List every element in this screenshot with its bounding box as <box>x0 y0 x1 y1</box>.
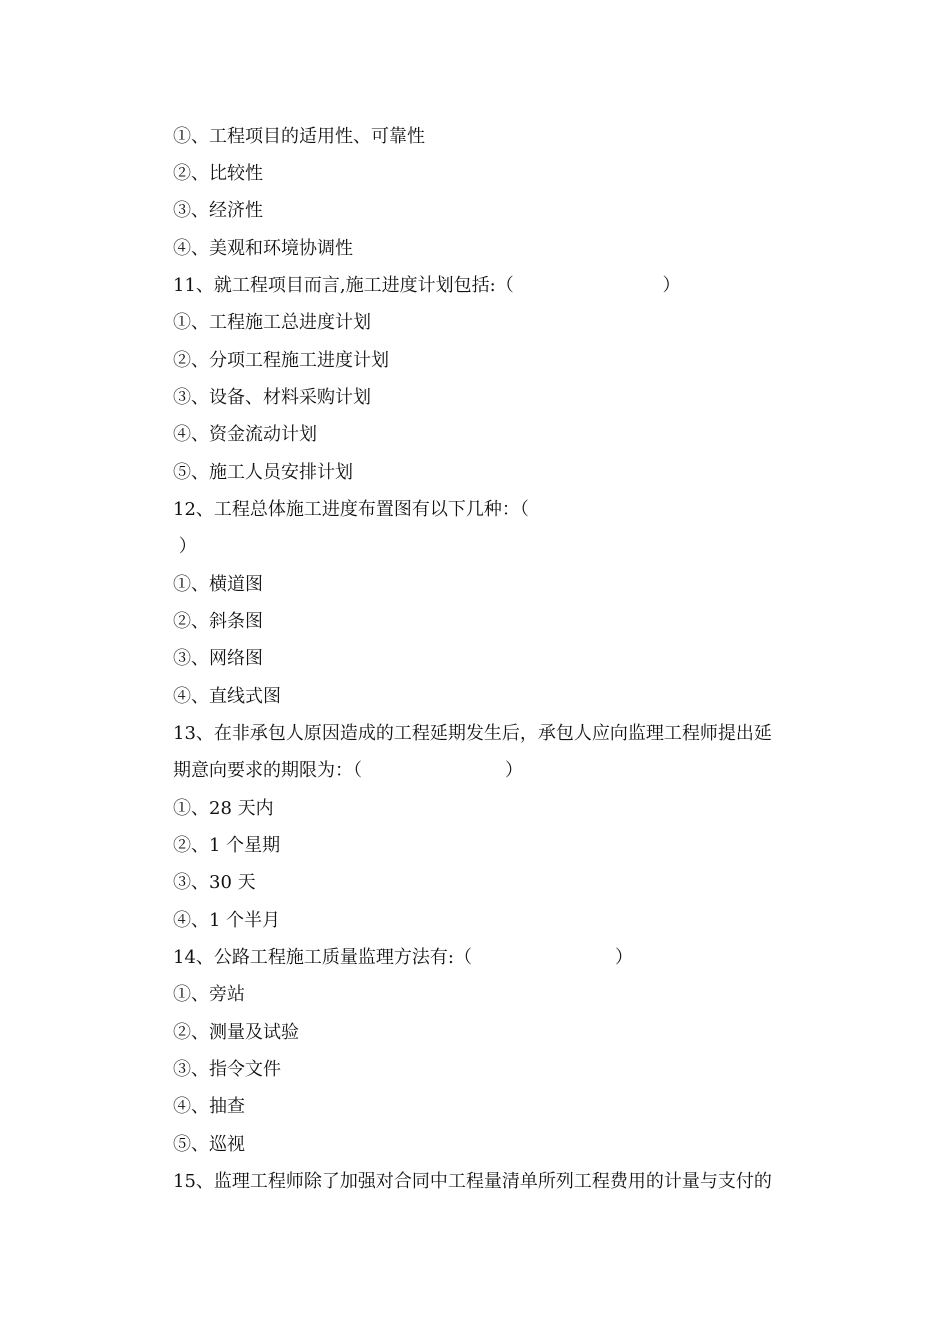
question-11: 11、就工程项目而言,施工进度计划包括:（ ） <box>173 275 681 296</box>
question-13-continued: 期意向要求的期限为：（ ） <box>173 760 524 781</box>
option-line: ④、抽查 <box>173 1096 245 1117</box>
option-line: ①、工程项目的适用性、可靠性 <box>173 126 425 147</box>
option-line: ⑤、施工人员安排计划 <box>173 462 353 483</box>
option-line: ④、资金流动计划 <box>173 424 317 445</box>
option-line: ③、设备、材料采购计划 <box>173 387 371 408</box>
option-line: ①、旁站 <box>173 984 245 1005</box>
option-line: ③、网络图 <box>173 648 263 669</box>
question-12-continued: ） <box>173 536 197 557</box>
option-line: ①、横道图 <box>173 574 263 595</box>
question-15: 15、监理工程师除了加强对合同中工程量清单所列工程费用的计量与支付的 <box>173 1171 772 1192</box>
option-line: ④、美观和环境协调性 <box>173 238 353 259</box>
option-line: ④、1 个半月 <box>173 910 281 931</box>
option-line: ③、30 天 <box>173 872 256 893</box>
option-line: ③、经济性 <box>173 200 263 221</box>
option-line: ①、工程施工总进度计划 <box>173 312 371 333</box>
option-line: ③、指令文件 <box>173 1059 281 1080</box>
option-line: ⑤、巡视 <box>173 1134 245 1155</box>
question-12: 12、工程总体施工进度布置图有以下几种：（ <box>173 499 529 520</box>
option-line: ②、比较性 <box>173 163 263 184</box>
option-line: ②、1 个星期 <box>173 835 281 856</box>
option-line: ①、28 天内 <box>173 798 274 819</box>
option-line: ②、测量及试验 <box>173 1022 299 1043</box>
question-13: 13、在非承包人原因造成的工程延期发生后，承包人应向监理工程师提出延 <box>173 723 772 744</box>
option-line: ②、分项工程施工进度计划 <box>173 350 389 371</box>
option-line: ②、斜条图 <box>173 611 263 632</box>
question-14: 14、公路工程施工质量监理方法有:（ ） <box>173 947 634 968</box>
option-line: ④、直线式图 <box>173 686 281 707</box>
